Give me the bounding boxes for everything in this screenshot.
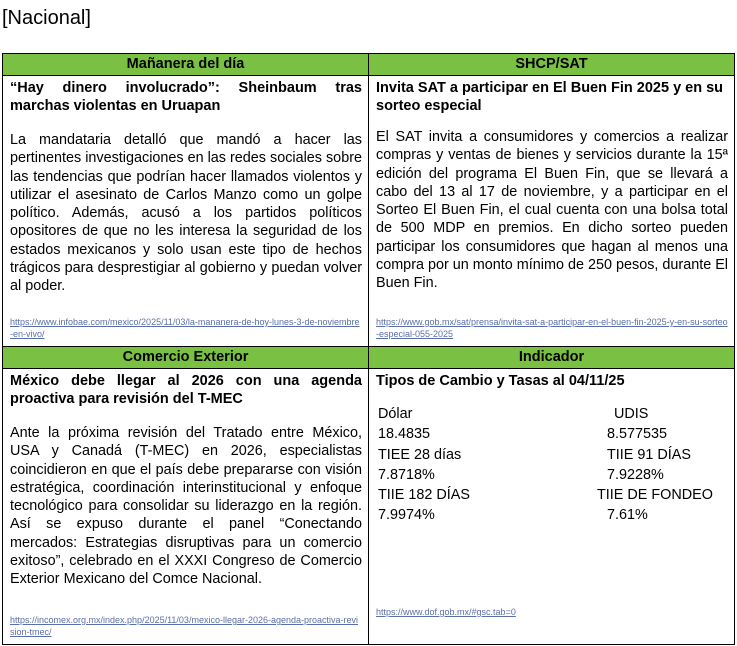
indicator-label: TIIE 91 DÍAS bbox=[607, 446, 691, 463]
indicator-value: 7.9228% bbox=[607, 466, 664, 483]
article-title: México debe llegar al 2026 con una agenda proactiva para revisión del T-MEC bbox=[10, 373, 362, 407]
article-title: Invita SAT a participar en El Buen Fin 2025 y en su sorteo especial bbox=[376, 80, 724, 114]
article-body: Ante la próxima revisión del Tratado entre México, USA y Canadá (T-MEC) en 2026, especialistas coincidieron en que el país debe prepararse con visión estratégica, coordinación interinstitucional y enfoque tecnológico para consolidar su liderazgo en la región. Así se expuso durante el panel “Conectando mercados: Estrategias disruptivas para un comercio exitoso”, celebrado en el XXXI Congreso de Comercio Exterior Mexicano del Comce Nacional. bbox=[10, 425, 362, 588]
source-link[interactable]: https://www.infobae.com/mexico/2025/11/03/la-mananera-de-hoy-lunes-3-de-noviembre-en-vivo/ bbox=[10, 317, 360, 339]
panel-comercio-exterior bbox=[3, 369, 369, 645]
indicator-label: TIIE DE FONDEO bbox=[597, 487, 713, 504]
indicator-label: TIIE 182 DÍAS bbox=[378, 487, 470, 504]
indicator-value: 8.577535 bbox=[607, 426, 668, 443]
indicator-label: TIEE 28 días bbox=[378, 446, 462, 463]
header-comercio-exterior: Comercio Exterior bbox=[3, 347, 369, 369]
indicator-label: Dólar bbox=[378, 406, 413, 422]
indicator-grid bbox=[376, 405, 728, 526]
indicator-value: 7.61% bbox=[607, 507, 648, 524]
header-indicador: Indicador bbox=[369, 347, 735, 369]
article-title: “Hay dinero involucrado”: Sheinbaum tras marchas violentas en Uruapan bbox=[10, 80, 362, 114]
panel-indicador bbox=[369, 369, 735, 645]
section-label: [Nacional] bbox=[2, 7, 91, 29]
article-body: La mandataria detalló que mandó a hacer las pertinentes investigaciones en las redes sociales sobre las tendencias que podrían hacer llamados violentos y utilizar el asesinato de Carlos Manzo como un golpe político. Además, acusó a los partidos políticos opositores de que no les interesa la seguridad de los estados mexicanos y solo usan este tipo de hechos trágicos para desprestigiar al gobierno y puedan volver al poder. bbox=[10, 132, 362, 295]
news-table bbox=[2, 53, 735, 645]
source-link[interactable]: https://www.dof.gob.mx/#gsc.tab=0 bbox=[376, 607, 516, 617]
header-mananera: Mañanera del día bbox=[3, 54, 369, 76]
panel-shcp-sat bbox=[369, 76, 735, 347]
indicator-value: 18.4835 bbox=[378, 426, 431, 443]
indicator-value: 7.8718% bbox=[378, 466, 435, 483]
source-link[interactable]: https://www.gob.mx/sat/prensa/invita-sat-a-participar-en-el-buen-fin-2025-y-en-su-sorteo-especial-055-2025 bbox=[376, 317, 728, 339]
indicator-title: Tipos de Cambio y Tasas al 04/11/25 bbox=[376, 373, 625, 389]
indicator-label: UDIS bbox=[614, 406, 649, 422]
panel-mananera bbox=[3, 76, 369, 347]
indicator-value: 7.9974% bbox=[378, 507, 435, 524]
article-body: El SAT invita a consumidores y comercios a realizar compras y ventas de bienes y servicios durante la 15ª edición del programa El Buen Fin, que se llevará a cabo del 13 al 17 de noviembre, y a participar en el Sorteo El Buen Fin, el cual cuenta con una bolsa total de 500 MDP en premios. En dicho sorteo pueden participar los consumidores que hagan al menos una compra por un monto mínimo de 250 pesos, durante El Buen Fin. bbox=[376, 129, 728, 292]
header-shcp-sat: SHCP/SAT bbox=[369, 54, 735, 76]
source-link[interactable]: https://incomex.org.mx/index.php/2025/11/03/mexico-llegar-2026-agenda-proactiva-revision-tmec/ bbox=[10, 615, 359, 637]
